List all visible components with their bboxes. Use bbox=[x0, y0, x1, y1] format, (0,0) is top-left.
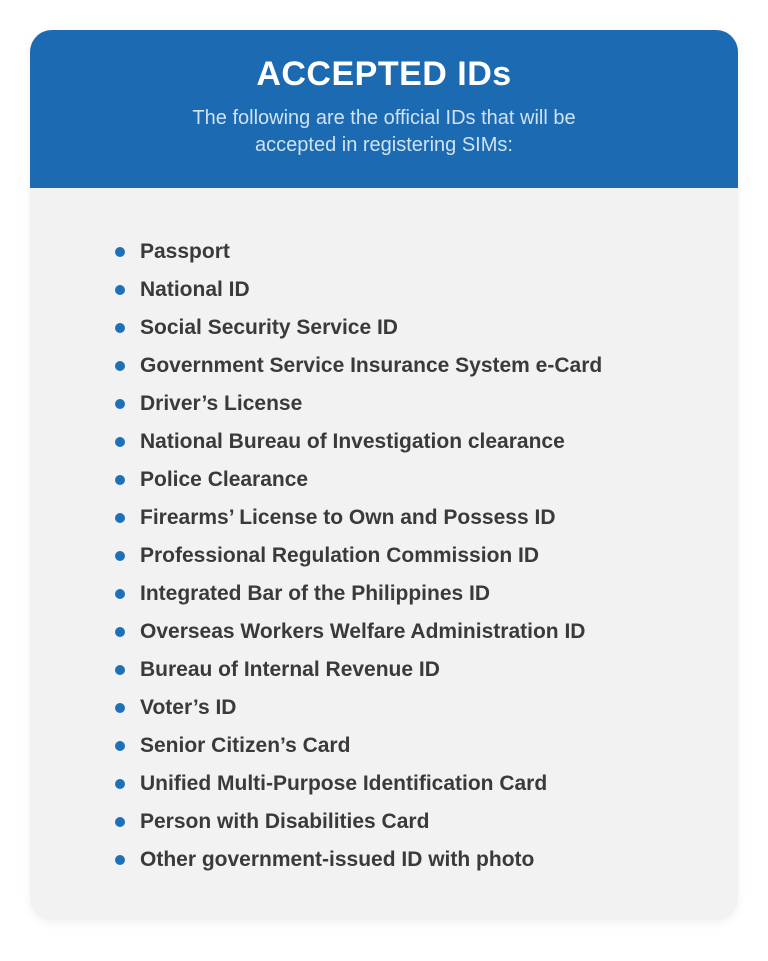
list-item-label: National ID bbox=[140, 278, 250, 301]
bullet-icon bbox=[115, 741, 125, 751]
bullet-icon bbox=[115, 323, 125, 333]
list-item-label: Integrated Bar of the Philippines ID bbox=[140, 582, 491, 605]
list-item-firearms-license bbox=[115, 499, 718, 537]
list-item-passport bbox=[115, 233, 718, 271]
list-item-gsis-ecard bbox=[115, 347, 718, 385]
card-subtitle bbox=[30, 105, 738, 159]
list-item-label: Person with Disabilities Card bbox=[140, 810, 430, 833]
bullet-icon bbox=[115, 665, 125, 675]
list-item-owwa-id bbox=[115, 613, 718, 651]
card-header bbox=[30, 30, 738, 188]
list-item-nbi-clearance bbox=[115, 423, 718, 461]
accepted-ids-card bbox=[30, 30, 738, 920]
list-item-label: Senior Citizen’s Card bbox=[140, 734, 351, 757]
bullet-icon bbox=[115, 399, 125, 409]
accepted-id-list bbox=[30, 188, 738, 879]
bullet-icon bbox=[115, 855, 125, 865]
list-item-drivers-license bbox=[115, 385, 718, 423]
list-item-label: Passport bbox=[140, 240, 230, 263]
list-item-pwd-card bbox=[115, 803, 718, 841]
bullet-icon bbox=[115, 703, 125, 713]
page-title: ACCEPTED IDs bbox=[256, 55, 512, 93]
bullet-icon bbox=[115, 247, 125, 257]
card-body bbox=[30, 188, 738, 920]
list-item-label: Bureau of Internal Revenue ID bbox=[140, 658, 440, 681]
list-item-prc-id bbox=[115, 537, 718, 575]
list-item-label: Voter’s ID bbox=[140, 696, 237, 719]
subtitle-line-1: The following are the official IDs that will be bbox=[192, 107, 576, 130]
list-item-sss-id bbox=[115, 309, 718, 347]
list-item-label: Government Service Insurance System e-Card bbox=[140, 354, 603, 377]
list-item-label: Other government-issued ID with photo bbox=[140, 848, 535, 871]
bullet-icon bbox=[115, 361, 125, 371]
list-item-label: Social Security Service ID bbox=[140, 316, 398, 339]
bullet-icon bbox=[115, 551, 125, 561]
list-item-label: National Bureau of Investigation clearance bbox=[140, 430, 565, 453]
bullet-icon bbox=[115, 285, 125, 295]
list-item-label: Driver’s License bbox=[140, 392, 303, 415]
bullet-icon bbox=[115, 627, 125, 637]
subtitle-line-2: accepted in registering SIMs: bbox=[255, 134, 513, 157]
bullet-icon bbox=[115, 475, 125, 485]
list-item-label: Police Clearance bbox=[140, 468, 309, 491]
bullet-icon bbox=[115, 779, 125, 789]
bullet-icon bbox=[115, 589, 125, 599]
list-item-bir-id bbox=[115, 651, 718, 689]
bullet-icon bbox=[115, 437, 125, 447]
list-item-national-id bbox=[115, 271, 718, 309]
list-item-umid-card bbox=[115, 765, 718, 803]
list-item-label: Overseas Workers Welfare Administration ID bbox=[140, 620, 586, 643]
list-item-label: Unified Multi-Purpose Identification Card bbox=[140, 772, 548, 795]
list-item-label: Firearms’ License to Own and Possess ID bbox=[140, 506, 556, 529]
list-item-other-government-id bbox=[115, 841, 718, 879]
list-item-senior-citizen-card bbox=[115, 727, 718, 765]
list-item-label: Professional Regulation Commission ID bbox=[140, 544, 540, 567]
bullet-icon bbox=[115, 817, 125, 827]
list-item-police-clearance bbox=[115, 461, 718, 499]
list-item-ibp-id bbox=[115, 575, 718, 613]
bullet-icon bbox=[115, 513, 125, 523]
list-item-voters-id bbox=[115, 689, 718, 727]
